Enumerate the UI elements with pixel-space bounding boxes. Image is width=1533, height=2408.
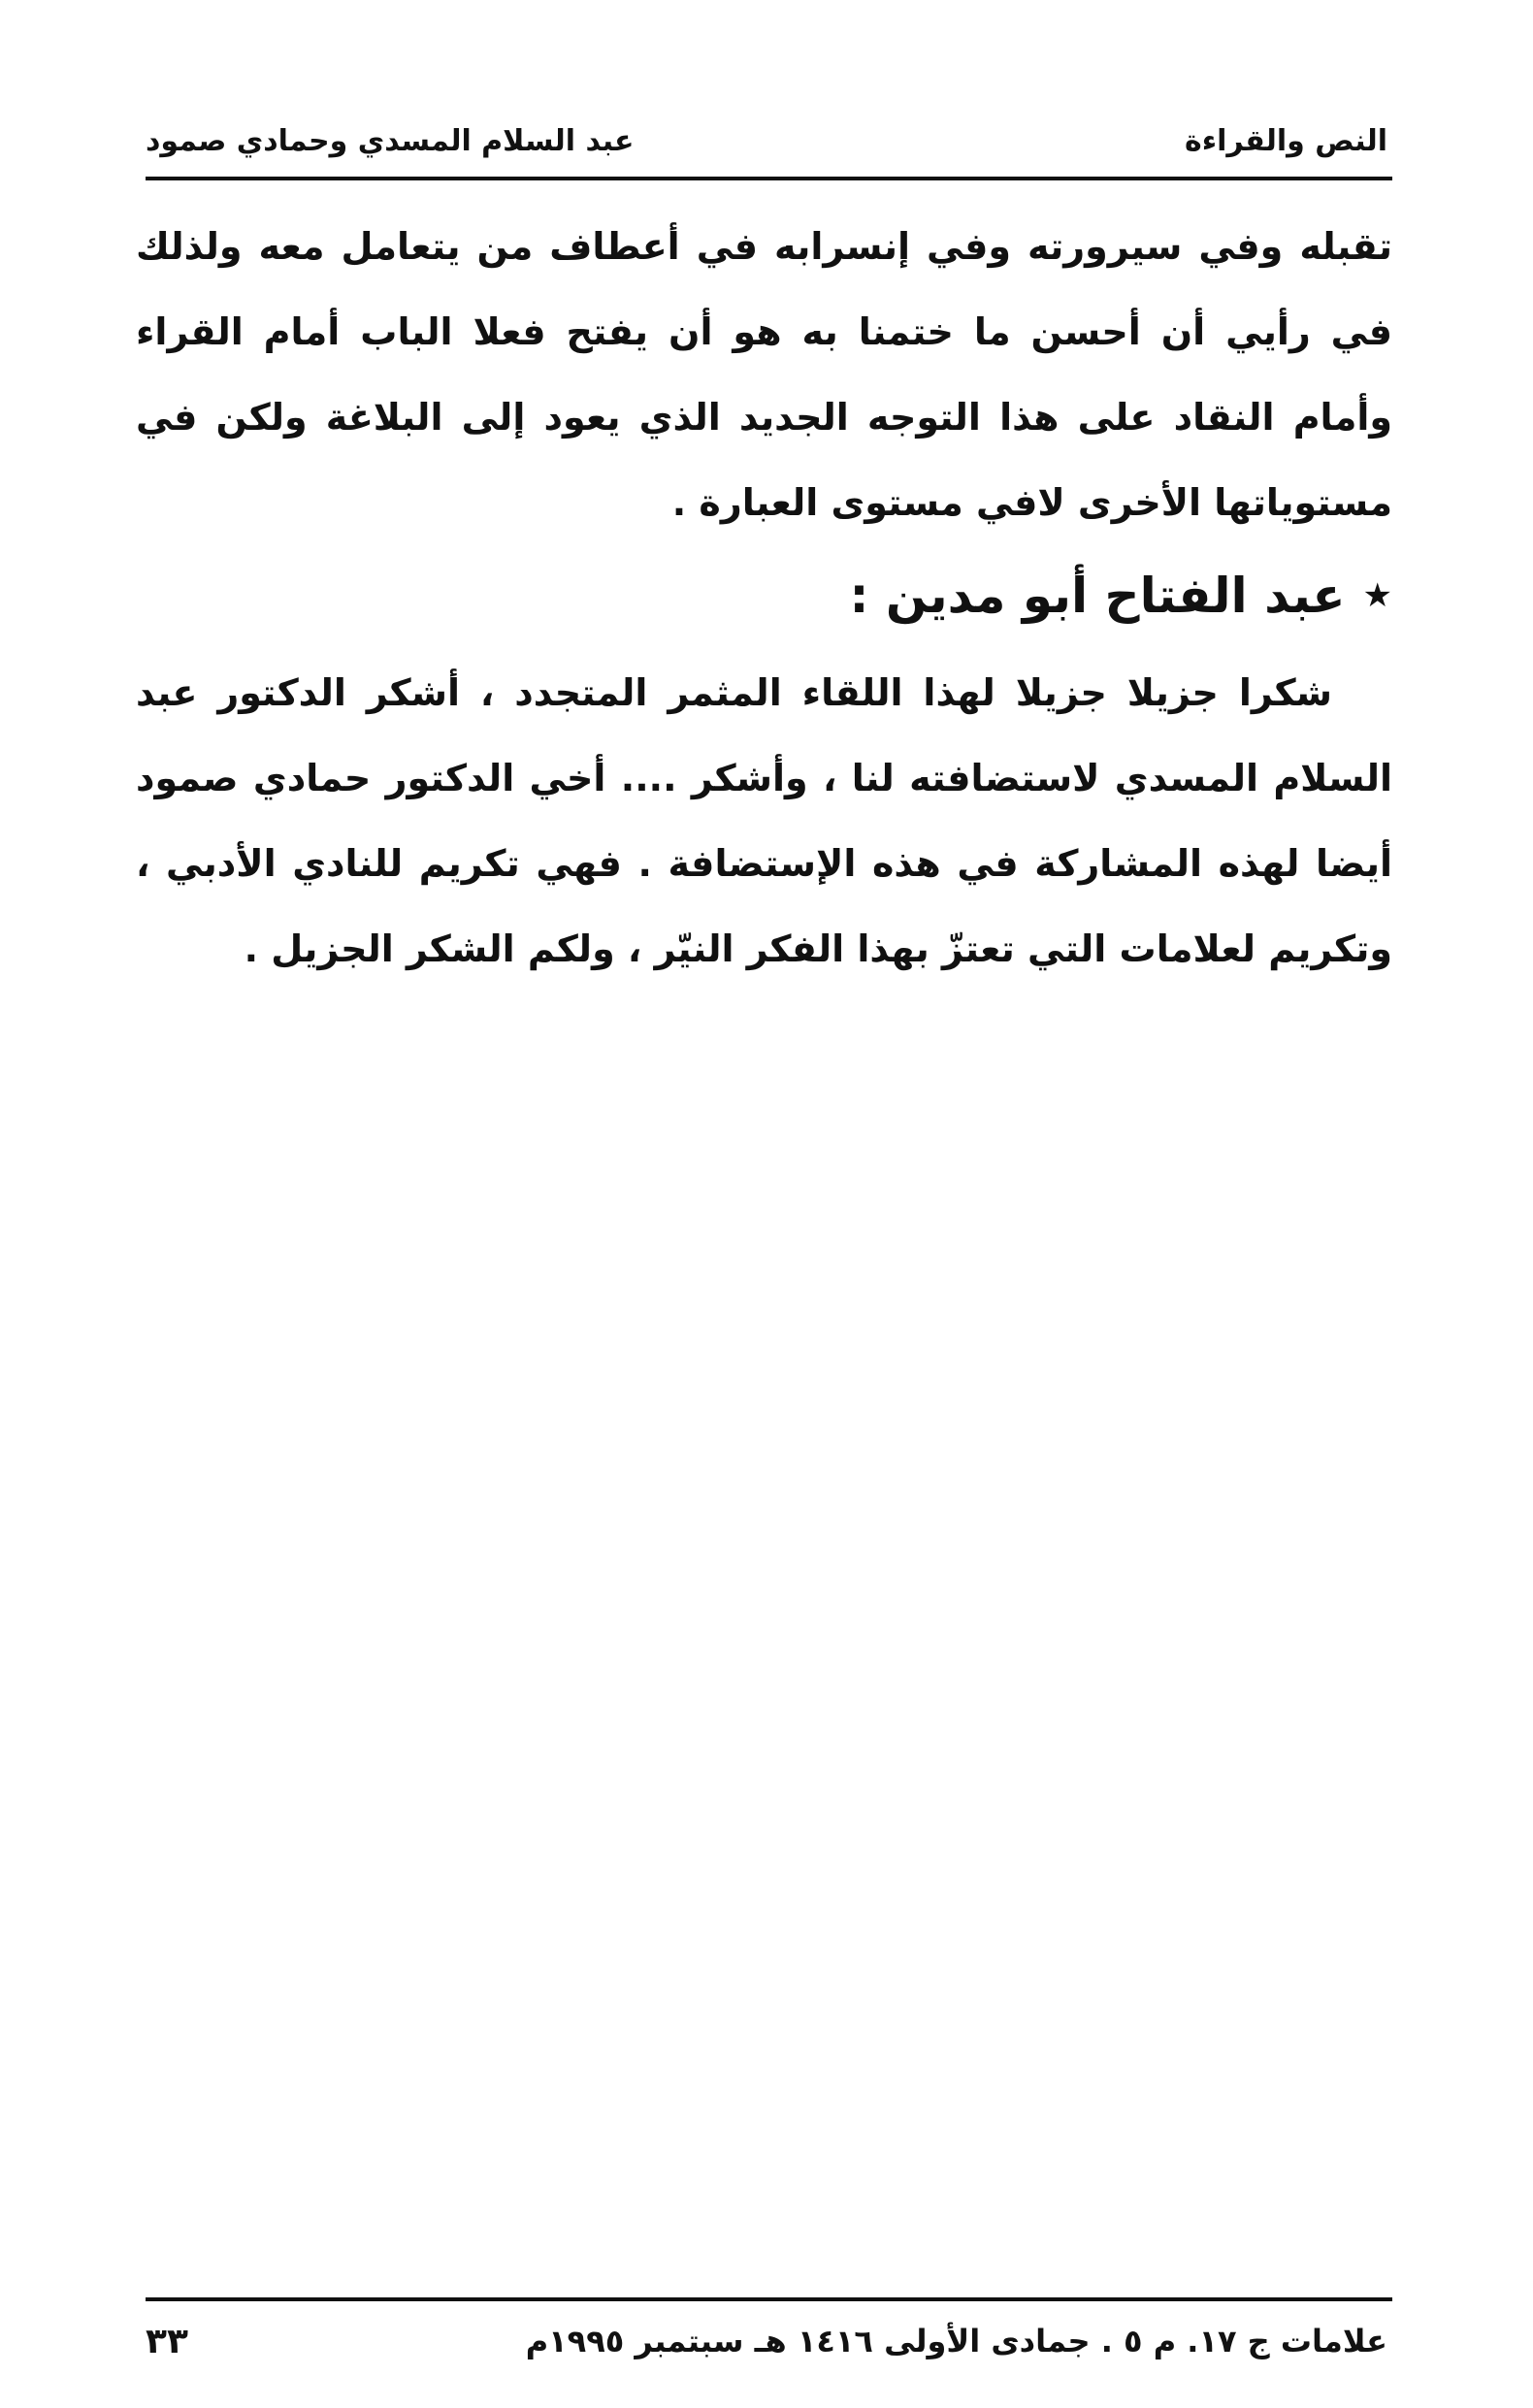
- speaker-name: عبد الفتاح أبو مدين :: [849, 568, 1346, 624]
- header-rule: [146, 177, 1392, 180]
- journal-info: علامات ج ١٧. م ٥ . جمادى الأولى ١٤١٦ هـ سبتمبر ١٩٩٥م: [525, 2323, 1387, 2359]
- authors: عبد السلام المسدي وحمادي صمود: [146, 123, 635, 158]
- star-icon: ★: [1362, 576, 1392, 615]
- page-number: ٣٣: [146, 2321, 188, 2361]
- footer-rule: [146, 2297, 1392, 2301]
- footer: [146, 2317, 1387, 2365]
- section-heading: [136, 547, 1392, 644]
- paragraph-1: تقبله وفي سيرورته وفي إنسرابه في أعطاف من يتعامل معه ولذلك في رأيي أن أحسن ما ختمنا به هو أن يفتح فعلا الباب أمام القراء وأمام النقاد على هذا التوجه الجديد الذي يعود إلى البلاغة ولكن في مستوياتها الأخرى لافي مستوى العبارة .: [136, 225, 1392, 524]
- paragraph-2: شكرا جزيلا جزيلا لهذا اللقاء المثمر المتجدد ، أشكر الدكتور عبد السلام المسدي لاستضافته لنا ، وأشكر .... أخي الدكتور حمادي صمود أيضا لهذه المشاركة في هذه الإستضافة . فهي تكريم للنادي الأدبي ، وتكريم لعلامات التي تعتزّ بهذا الفكر النيّر ، ولكم الشكر الجزيل .: [136, 671, 1392, 970]
- book-title: النص والقراءة: [1185, 123, 1387, 158]
- running-header: [146, 114, 1387, 167]
- body-text: [136, 204, 1392, 992]
